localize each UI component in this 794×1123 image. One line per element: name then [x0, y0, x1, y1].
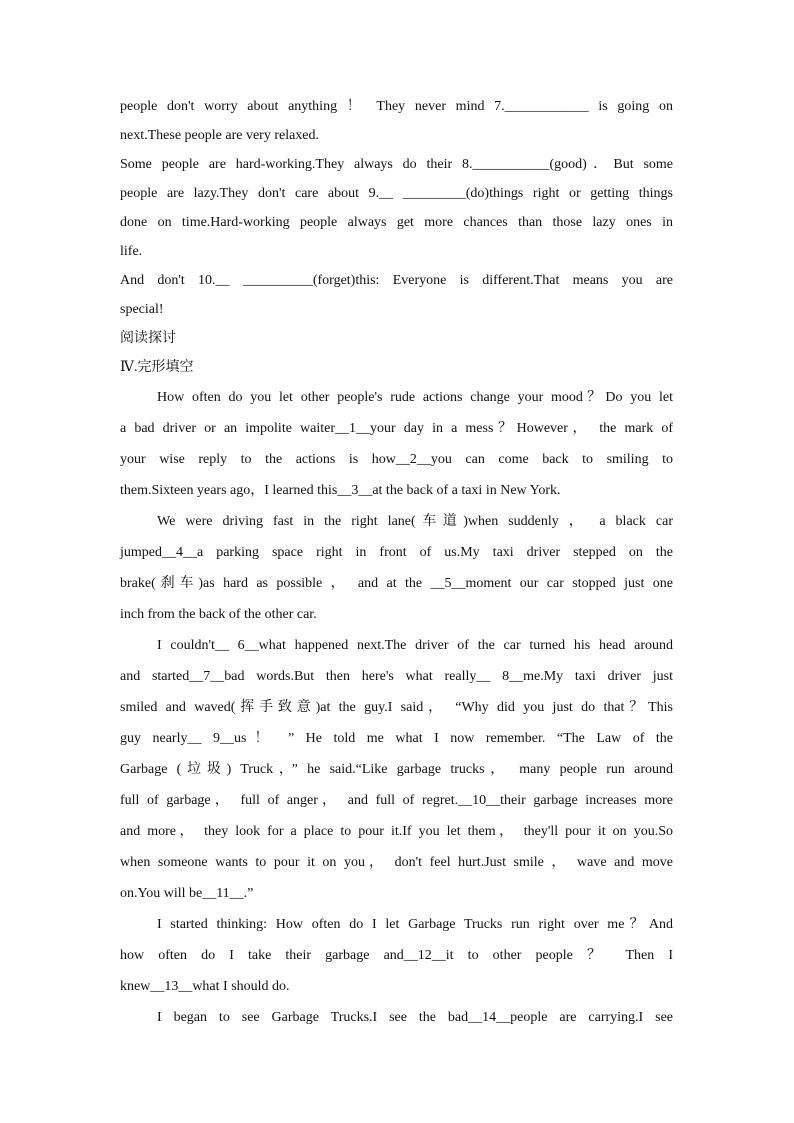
section-heading: 阅读探讨 [120, 331, 176, 346]
text-line: I couldn't__ 6__what happened next.The driver of the car turned his head around [157, 638, 673, 653]
text-line: life. [120, 244, 143, 259]
text-line: And don't 10.__ __________(forget)this: Everyone is different.That means you are [120, 273, 673, 288]
text-line: I started thinking: How often do I let Garbage Trucks run right over me？And [157, 917, 673, 932]
text-line: when someone wants to pour it on you， don't feel hurt.Just smile ， wave and move [120, 855, 673, 870]
text-line: them.Sixteen years ago，I learned this__3__at the back of a taxi in New York. [120, 483, 561, 498]
text-line: done on time.Hard-working people always get more chances than those lazy ones in [120, 215, 673, 230]
text-line: guy nearly__ 9__us！ ” He told me what I now remember. “The Law of the [120, 731, 673, 746]
text-line: special! [120, 302, 164, 317]
text-line: people are lazy.They don't care about 9.__ _________(do)things right or getting things [120, 186, 673, 201]
text-line: a bad driver or an impolite waiter__1__your day in a mess？However， the mark of [120, 421, 673, 436]
text-line: inch from the back of the other car. [120, 607, 317, 622]
text-line: We were driving fast in the right lane(车道)when suddenly ， a black car [157, 514, 673, 529]
text-line: next.These people are very relaxed. [120, 128, 320, 143]
text-line: Some people are hard-working.They always do their 8.___________(good)．But some [120, 157, 673, 172]
text-line: brake(刹车)as hard as possible ， and at the __5__moment our car stopped just one [120, 576, 673, 591]
text-line: full of garbage， full of anger， and full of regret.__10__their garbage increases more [120, 793, 673, 808]
text-line: and more， they look for a place to pour it.If you let them， they'll pour it on you.So [120, 824, 673, 839]
text-line: on.You will be__11__.” [120, 886, 254, 901]
text-line: I began to see Garbage Trucks.I see the bad__14__people are carrying.I see [157, 1010, 673, 1025]
text-line: How often do you let other people's rude actions change your mood？Do you let [157, 390, 673, 405]
text-line: your wise reply to the actions is how__2__you can come back to smiling to [120, 452, 673, 467]
document-page [120, 92, 673, 1033]
text-line: how often do I take their garbage and__12__it to other people ？ Then I [120, 948, 673, 963]
text-line: and started__7__bad words.But then here's what really__ 8__me.My taxi driver just [120, 669, 673, 684]
text-line: jumped__4__a parking space right in front of us.My taxi driver stepped on the [120, 545, 673, 560]
text-line: knew__13__what I should do. [120, 979, 290, 994]
text-line: smiled and waved(挥手致意)at the guy.I said， “Why did you just do that？This [120, 700, 673, 715]
text-line: Garbage (垃圾) Truck，” he said.“Like garbage trucks， many people run around [120, 762, 673, 777]
text-line: people don't worry about anything ！ They never mind 7.____________ is going on [120, 99, 673, 114]
section-heading: Ⅳ.完形填空 [120, 360, 194, 375]
